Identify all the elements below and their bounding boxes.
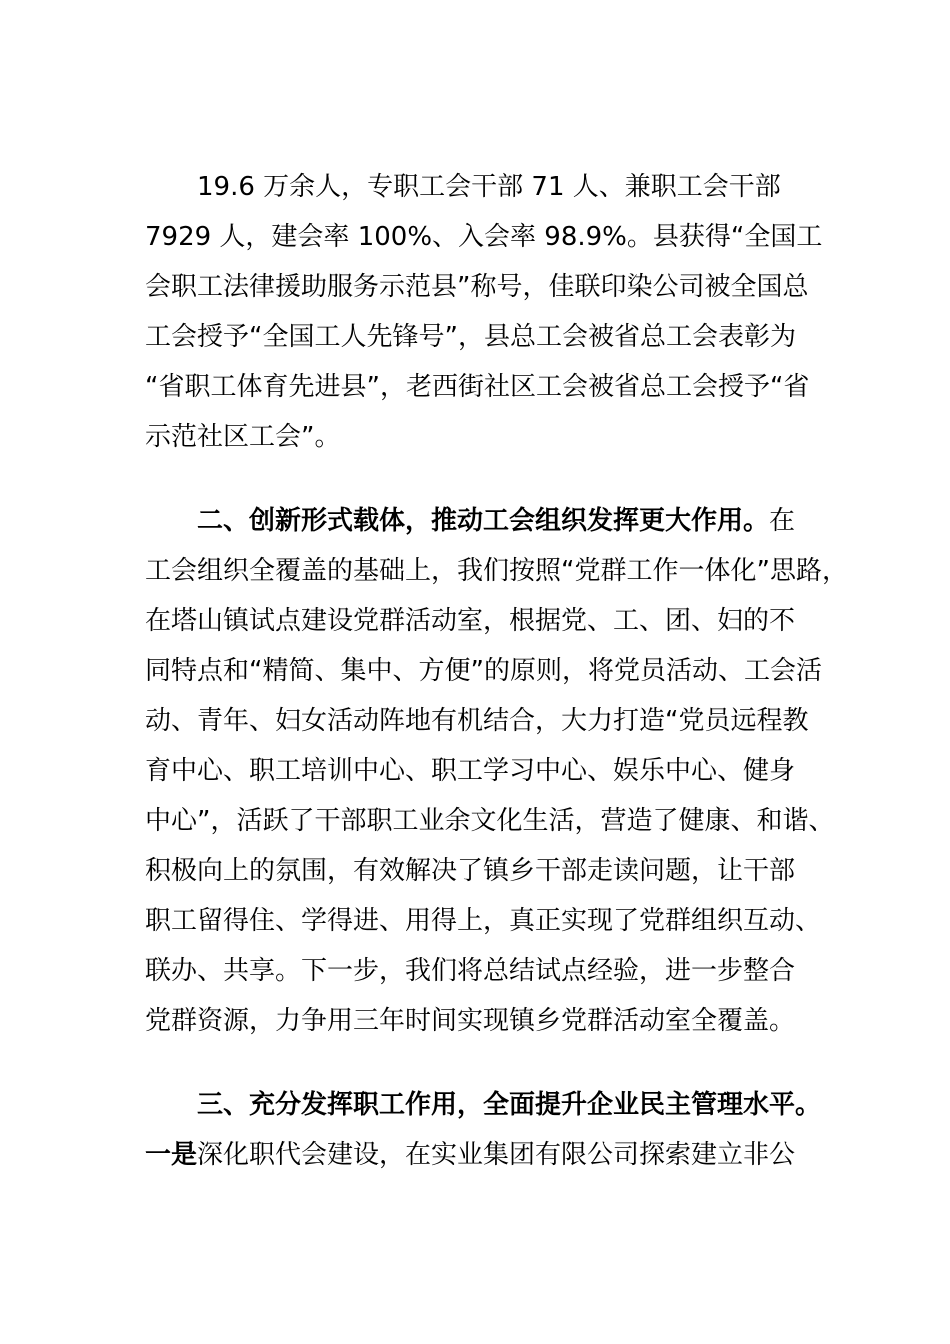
text-line: 育中心、职工培训中心、职工学习中心、娱乐中心、健身 <box>145 756 796 786</box>
paragraph-section-two <box>145 496 848 1046</box>
section-heading: 三、充分发挥职工作用，全面提升企业民主管理水平。 <box>197 1090 822 1120</box>
text-run: 在 <box>769 506 796 536</box>
text-line: 动、青年、妇女活动阵地有机结合，大力打造“党员远程教 <box>145 706 809 736</box>
text-line: “省职工体育先进县”，老西街社区工会被省总工会授予“省 <box>145 372 810 402</box>
text-line: 联办、共享。下一步，我们将总结试点经验，进一步整合 <box>145 956 796 986</box>
text-line: 示范社区工会”。 <box>145 422 341 452</box>
text-line: 党群资源，力争用三年时间实现镇乡党群活动室全覆盖。 <box>145 1006 796 1036</box>
paragraph-section-three <box>145 1080 835 1180</box>
text-line: 工会组织全覆盖的基础上，我们按照“党群工作一体化”思路， <box>145 556 848 586</box>
paragraph-union-statistics <box>145 162 835 462</box>
text-line: 同特点和“精简、集中、方便”的原则，将党员活动、工会活 <box>145 656 822 686</box>
lead-marker: 一是 <box>145 1140 198 1170</box>
text-line: 会职工法律援助服务示范县”称号，佳联印染公司被全国总 <box>145 272 809 302</box>
text-run: 深化职代会建设，在实业集团有限公司探索建立非公 <box>197 1140 796 1170</box>
text-line: 积极向上的氛围，有效解决了镇乡干部走读问题，让干部 <box>145 856 796 886</box>
text-line <box>145 496 835 546</box>
text-line: 在塔山镇试点建设党群活动室，根据党、工、团、妇的不 <box>145 606 796 636</box>
text-line: 19.6 万余人，专职工会干部 71 人、兼职工会干部 <box>197 172 781 202</box>
text-line <box>145 1130 835 1180</box>
section-heading: 二、创新形式载体，推动工会组织发挥更大作用。 <box>197 506 770 536</box>
text-line: 中心”，活跃了干部职工业余文化生活，营造了健康、和谐、 <box>145 806 835 836</box>
text-line: 7929 人，建会率 100%、入会率 98.9%。县获得“全国工 <box>145 222 823 252</box>
text-line: 工会授予“全国工人先锋号”，县总工会被省总工会表彰为 <box>145 322 796 352</box>
text-line: 职工留得住、学得进、用得上，真正实现了党群组织互动、 <box>145 906 822 936</box>
